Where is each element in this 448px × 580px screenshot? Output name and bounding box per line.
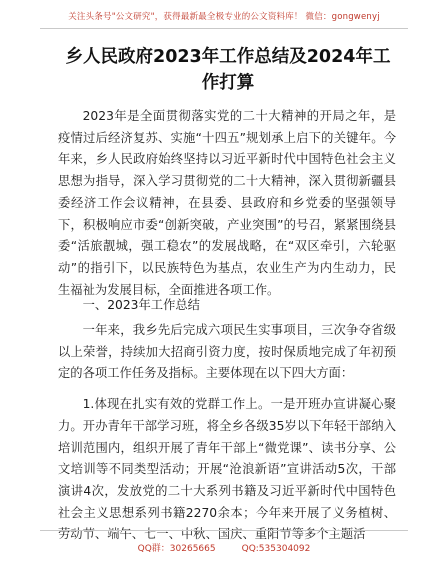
footer-qq-group: QQ群：30265665 bbox=[137, 544, 216, 554]
footer-qq: QQ:535304092 bbox=[241, 544, 311, 554]
header-note: 关注头条号"公文研究"，获得最新最全极专业的公文资料库！ 微信：gongwenyj bbox=[68, 12, 380, 22]
intro-block bbox=[58, 106, 396, 301]
footer bbox=[0, 541, 448, 554]
section-block bbox=[58, 320, 396, 546]
footer-divider bbox=[40, 530, 408, 531]
section-paragraph-2: 1.体现在扎实有效的党群工作上。一是开班办宣讲凝心聚力。开办青年干部学习班，将全乡各级35岁以下年轻干部纳入培训范围内，组织开展了青年干部上“微党课”、读书分享、公文培训等不同类型活动；开展“沧浪新语”宣讲活动5次，干部演讲4次，发放党的二十大系列书籍及习近平新时代中国特色社会主义思想系列书籍2270余本；今年来开展了义务植树、劳动节、端午、七一、中秋、国庆、重阳节等多个主题活 bbox=[58, 397, 396, 542]
document-title: 乡人民政府2023年工作总结及2024年工作打算 bbox=[65, 47, 391, 93]
section-heading: 一、2023年工作总结 bbox=[82, 298, 200, 312]
section-heading-row bbox=[58, 295, 200, 315]
section-paragraph-1: 一年来，我乡先后完成六项民生实事项目，三次争夺省级以上荣誉，持续加大招商引资力度，按时保质地完成了年初预定的各项工作任务及指标。主要体现在以下四大方面： bbox=[58, 323, 396, 381]
intro-paragraph: 2023年是全面贯彻落实党的二十大精神的开局之年，是疫情过后经济复苏、实施“十四五”规划承上启下的关键年。今年来，乡人民政府始终坚持以习近平新时代中国特色社会主义思想为指导，深入学习贯彻党的二十大精神，深入贯彻新疆县委经济工作会议精神，在县委、县政府和乡党委的坚强领导下，积极响应市委“创新突破，产业突围”的号召，紧紧围绕县委“活旅靓城，强工稳农”的发展战略，在“双区牵引，六轮驱动”的指引下，以民族特色为基点，农业生产为内生动力，民生福祉为发展目标，全面推进各项工作。 bbox=[58, 109, 396, 297]
header-divider bbox=[40, 28, 408, 29]
